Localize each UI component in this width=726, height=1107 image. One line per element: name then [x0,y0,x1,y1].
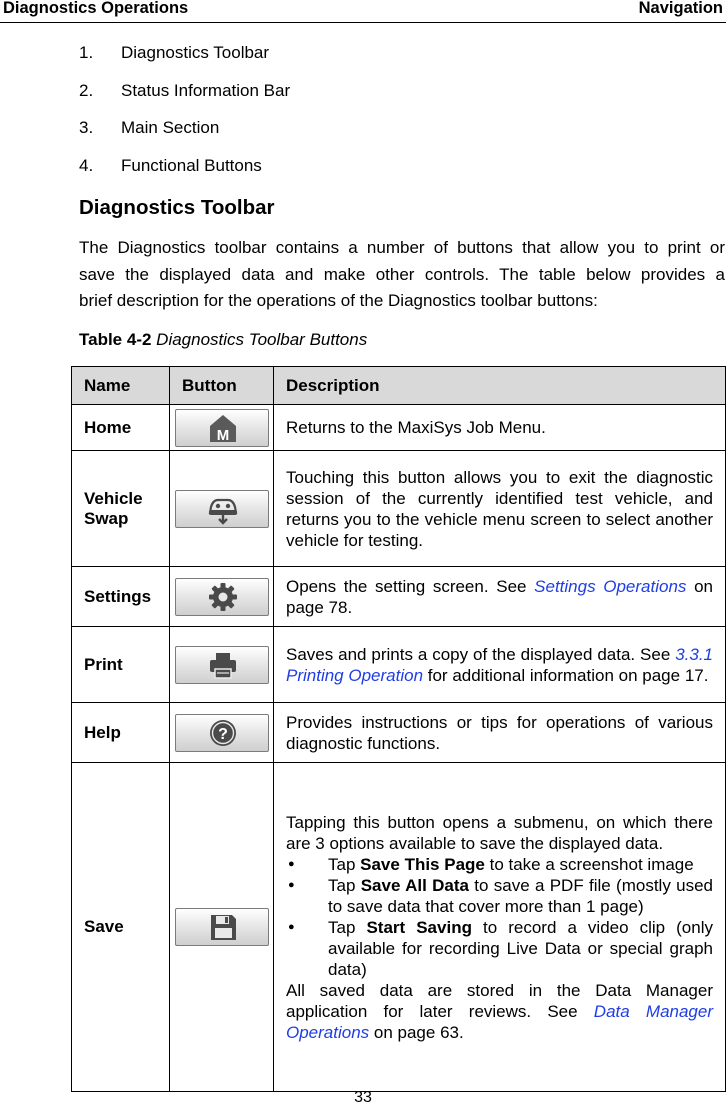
home-m-icon [206,412,240,444]
table-caption: Table 4-2 Diagnostics Toolbar Buttons [79,330,368,349]
table-row [72,451,726,567]
table-row [72,567,726,627]
row-description: Touching this button allows you to exit the diagnostic session of the currently identified test vehicle, and returns you to the vehicle menu screen to select another vehicle for testing. [274,451,726,567]
row-name: Home [72,405,170,451]
button-cell [170,627,274,703]
page-number: 33 [354,1089,372,1106]
numbered-list [79,42,290,192]
row-name: Help [72,703,170,763]
table-row [72,627,726,703]
vehicle-swap-button[interactable] [175,490,269,528]
gear-icon [206,581,240,613]
table-header-row [72,367,726,405]
page-header [0,0,726,23]
svg-text:M: M [216,426,229,444]
button-cell [170,703,274,763]
row-description: Returns to the MaxiSys Job Menu. [274,405,726,451]
column-header-button: Button [170,367,274,405]
row-description [274,763,726,1092]
row-name: Vehicle Swap [72,451,170,567]
toolbar-buttons-table [71,366,726,1092]
list-item: ● Tap Save All Data to save a PDF file (mostly used to save data that cover more than 1 page) [286,875,713,917]
settings-operations-link[interactable]: Settings Operations [534,576,687,596]
help-question-icon [206,717,240,749]
floppy-disk-icon [206,911,240,943]
button-cell [170,763,274,1092]
row-description: Provides instructions or tips for operations of various diagnostic functions. [274,703,726,763]
intro-paragraph: The Diagnostics toolbar contains a number of buttons that allow you to print or save the displayed data and make other controls. The table below provides a brief description for the operations of the Diagnostics toolbar buttons: [79,238,725,310]
data-manager-operations-link[interactable]: Data Manager Operations [286,1001,714,1042]
save-options-list [286,854,713,980]
column-header-name: Name [72,367,170,405]
svg-text:?: ? [217,725,228,743]
table-row [72,405,726,451]
section-heading: Diagnostics Toolbar [79,196,275,219]
list-item: 4. Functional Buttons [79,155,262,175]
button-cell [170,405,274,451]
vehicle-swap-icon [206,493,240,525]
column-header-description: Description [274,367,726,405]
row-name: Settings [72,567,170,627]
help-button[interactable] [175,714,269,752]
row-description: Opens the setting screen. See Settings Operations on page 78. [274,567,726,627]
home-button[interactable] [175,409,269,447]
row-name: Save [72,763,170,1092]
list-item: ● Tap Save This Page to take a screenshot image [286,854,713,875]
header-section-title: Navigation [638,0,723,17]
save-button[interactable] [175,908,269,946]
save-outro: All saved data are stored in the Data Manager application for later reviews. See Data Manager Operations on page 63. [286,980,714,1042]
list-item: ● Tap Start Saving to record a video clip (only available for recording Live Data or special graph data) [286,917,713,980]
list-item: 1. Diagnostics Toolbar [79,43,270,62]
header-chapter-title: Diagnostics Operations [3,0,189,17]
print-button[interactable] [175,646,269,684]
row-description: Saves and prints a copy of the displayed data. See 3.3.1 Printing Operation for additional information on page 17. [274,627,726,703]
row-name: Print [72,627,170,703]
table-row [72,703,726,763]
settings-button[interactable] [175,578,269,616]
button-cell [170,567,274,627]
list-item: 3. Main Section [79,118,220,137]
save-intro: Tapping this button opens a submenu, on which there are 3 options available to save the displayed data. [286,812,713,853]
table-row [72,763,726,1092]
printer-icon [206,649,240,681]
printing-operation-link[interactable]: 3.3.1 Printing Operation [286,644,713,685]
list-item: 2. Status Information Bar [79,80,291,100]
button-cell [170,451,274,567]
